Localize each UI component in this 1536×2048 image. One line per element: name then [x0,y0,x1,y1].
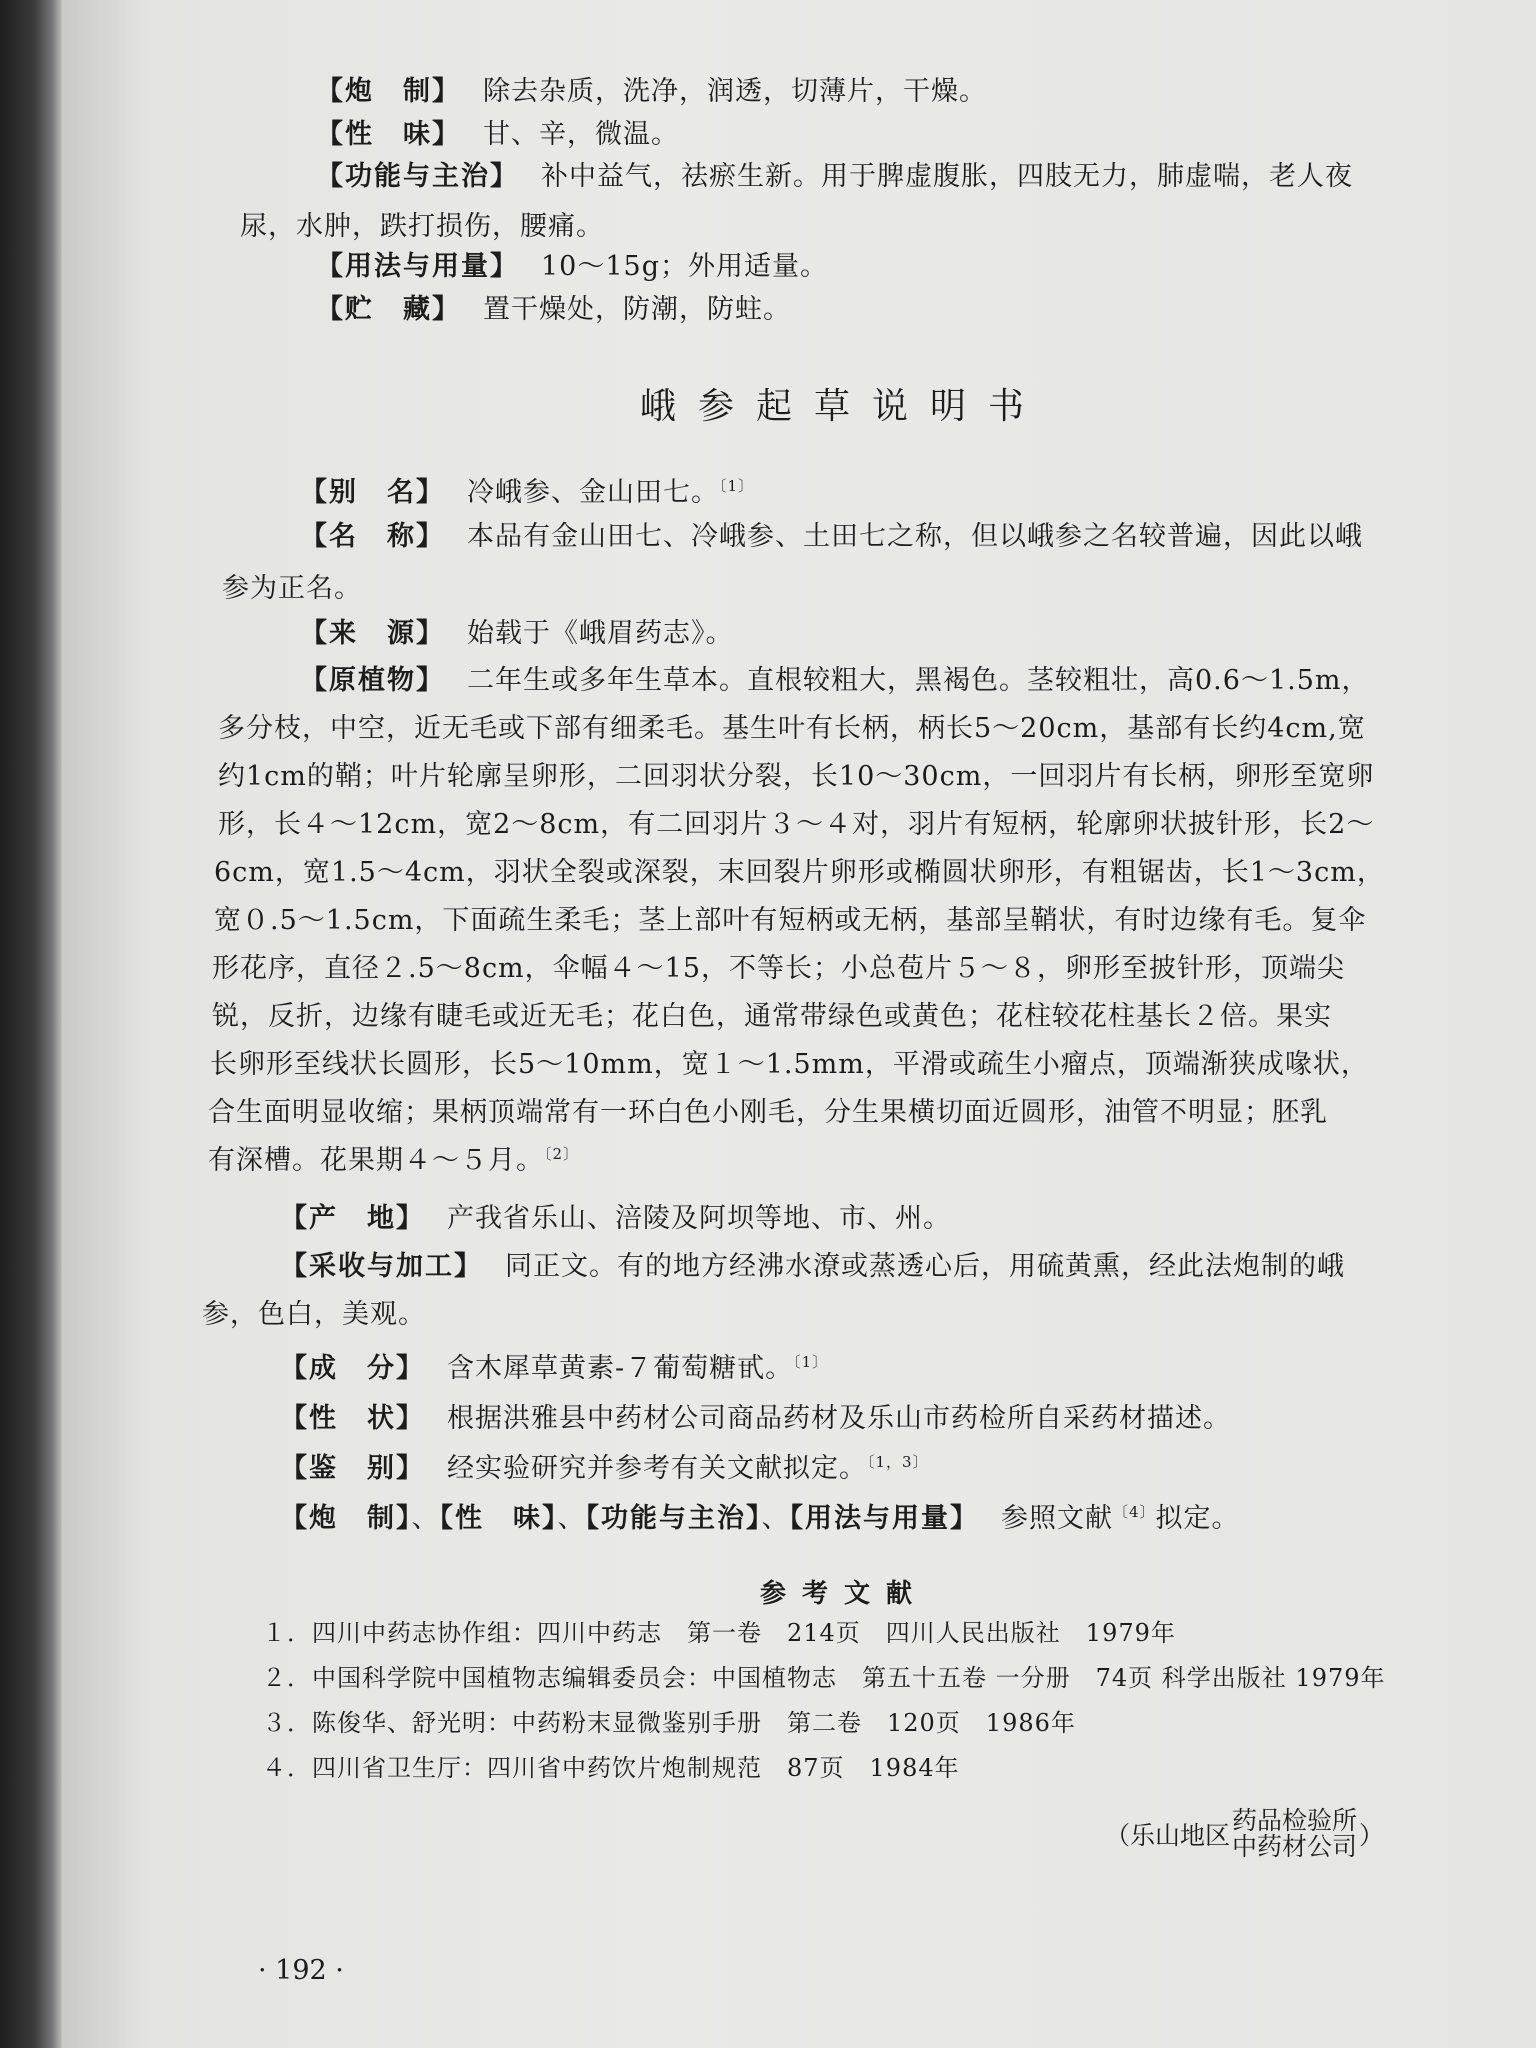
body-line-17 [280,1250,1345,1284]
section-text: 锐，反折，边缘有睫毛或近无毛；花白色，通常带绿色或黄色；花柱较花柱基长２倍。果实 [212,1001,1332,1032]
section-tag: 【性 味】 [439,1503,558,1534]
section-text: 除去杂质，洗净，润透，切薄片，干燥。 [483,76,987,107]
references-heading: 参考文献 [760,1579,929,1609]
tag-separator: 、 [557,1503,586,1534]
section-text: 合生面明显收缩；果柄顶端常有一环白色小刚毛，分生果横切面近圆形，油管不明显；胚乳 [208,1097,1328,1128]
section-text: 尿，水肿，跌打损伤，腰痛。 [240,211,604,242]
section-text: 始载于《峨眉药志》。 [467,618,734,649]
org-close: ） [1359,1821,1385,1850]
body-line-5 [300,664,1369,698]
section-text: 有深槽。花果期４～５月。 [208,1145,544,1176]
top-line-3 [316,160,1353,194]
section-text: 本品有金山田七、冷峨参、土田七之称，但以峨参之名较普遍，因此以峨 [467,521,1363,552]
section-text: 拟定。 [1155,1503,1240,1534]
section-tag: 【贮 藏】 [316,294,461,325]
citation-sup: 〔1，3〕 [867,1453,929,1471]
section-text: 参照文献 [1001,1503,1113,1534]
reference-item: １．四川中药志协作组：四川中药志 第一卷 214页 四川人民出版社 1979年 [262,1619,1176,1647]
body-line-11 [212,952,1345,986]
book-spine-edge [0,0,62,2048]
body-line-21 [280,1452,929,1486]
section-text: 10～15g；外用适量。 [541,251,828,282]
body-line-6 [218,712,1366,746]
section-text: 经实验研究并参考有关文献拟定。 [447,1453,867,1484]
document-title: 峨参起草说明书 [640,386,1047,427]
section-tag: 【功能与主治】 [316,161,519,192]
section-text: 置干燥处，防潮，防蛀。 [483,294,791,325]
section-tag: 【性 状】 [280,1403,425,1434]
body-line-7 [218,760,1374,794]
section-text: 约1cm的鞘；叶片轮廓呈卵形，二回羽状分裂，长10～30cm，一回羽片有长柄，卵形至宽卵 [218,761,1375,792]
reference-item: ３．陈俊华、舒光明：中药粉末显微鉴别手册 第二卷 120页 1986年 [262,1709,1076,1737]
section-tag: 【炮 制】 [280,1503,412,1534]
org-stack [1232,1808,1357,1860]
body-line-8 [218,808,1374,842]
body-line-13 [210,1048,1369,1082]
body-line-20 [280,1402,1231,1436]
section-tag: 【性 味】 [316,119,461,150]
section-tag: 【用法与用量】 [316,251,519,282]
body-line-10 [214,904,1366,938]
section-tag: 【产 地】 [280,1203,425,1234]
section-tag: 【用法与用量】 [789,1503,979,1534]
top-line-4 [240,210,604,244]
body-line-12 [212,1000,1332,1034]
section-text: 参为正名。 [222,573,362,604]
citation-sup: 〔1〕 [793,1353,829,1371]
top-line-1 [316,75,987,109]
section-text: 同正文。有的地方经沸水潦或蒸透心后，用硫黄熏，经此法炮制的峨 [505,1251,1345,1282]
body-line-19 [280,1352,828,1386]
body-line-16 [280,1202,951,1236]
section-text: 宽０.5～1.5cm，下面疏生柔毛；茎上部叶有短柄或无柄，基部呈鞘状，有时边缘有毛。复伞 [214,905,1367,936]
body-line-15 [208,1144,579,1178]
section-text: 甘、辛，微温。 [483,119,679,150]
section-text: 形，长４～12cm，宽2～8cm，有二回羽片３～４对，羽片有短柄，轮廓卵状披针形，长2～ [218,809,1375,840]
org-line-2: 中药材公司 [1232,1832,1358,1861]
section-text: 参，色白，美观。 [202,1299,426,1330]
section-tag: 【来 源】 [300,618,445,649]
section-tag: 【原植物】 [300,665,445,696]
section-text: 含木犀草黄素-７葡萄糖甙。 [447,1353,794,1384]
body-line-22 [280,1502,1240,1536]
section-text: 冷峨参、金山田七。 [467,477,719,508]
body-line-4 [300,617,734,651]
citation-sup: 〔1〕 [719,477,755,495]
body-line-1 [300,476,754,510]
section-tag: 【别 名】 [300,477,445,508]
section-text: 形花序，直径２.5～8cm，伞幅４～15，不等长；小总苞片５～８，卵形至披针形，顶端尖 [212,953,1346,984]
section-text: 多分枝，中空，近无毛或下部有细柔毛。基生叶有长柄，柄长5～20cm，基部有长约4cm,宽 [218,713,1366,744]
top-line-2 [316,118,679,152]
page-number: · 192 · [258,1955,344,1986]
section-text: 根据洪雅县中药材公司商品药材及乐山市药检所自采药材描述。 [447,1403,1231,1434]
section-tag: 【采收与加工】 [280,1251,483,1282]
citation-sup: 〔4〕 [1113,1503,1156,1521]
section-tag: 【炮 制】 [316,76,461,107]
section-text: 长卵形至线状长圆形，长5～10mm，宽１～1.5mm，平滑或疏生小瘤点，顶端渐狭成喙状， [210,1049,1369,1080]
top-line-5 [316,250,828,284]
body-line-9 [214,856,1385,890]
tag-separator: 、 [761,1503,790,1534]
citation-sup: 〔2〕 [544,1145,580,1163]
section-text: 产我省乐山、涪陵及阿坝等地、市、州。 [447,1203,951,1234]
org-open: （乐山地区 [1105,1821,1231,1850]
section-tag: 【成 分】 [280,1353,425,1384]
reference-item: ４．四川省卫生厅：四川省中药饮片炮制规范 87页 1984年 [262,1754,960,1782]
section-tag: 【功能与主治】 [585,1503,762,1534]
body-line-2 [300,520,1363,554]
section-text: 二年生或多年生草本。直根较粗大，黑褐色。茎较粗壮，高0.6～1.5m， [467,665,1370,696]
top-line-6 [316,293,791,327]
section-tag: 【鉴 别】 [280,1453,425,1484]
section-tag: 【名 称】 [300,521,445,552]
section-text: 6cm，宽1.5～4cm，羽状全裂或深裂，末回裂片卵形或椭圆状卵形，有粗锯齿，长1～3cm， [214,857,1385,888]
tag-separator: 、 [411,1503,440,1534]
body-line-14 [208,1096,1328,1130]
org-line-1: 药品检验所 [1232,1806,1358,1835]
body-line-18 [202,1298,426,1332]
body-line-3 [222,572,362,606]
reference-item: ２．中国科学院中国植物志编辑委员会：中国植物志 第五十五卷 一分册 74页 科学出版社 1979年 [262,1664,1386,1692]
author-organization [1105,1808,1384,1860]
section-text: 补中益气，祛瘀生新。用于脾虚腹胀，四肢无力，肺虚喘，老人夜 [541,161,1353,192]
